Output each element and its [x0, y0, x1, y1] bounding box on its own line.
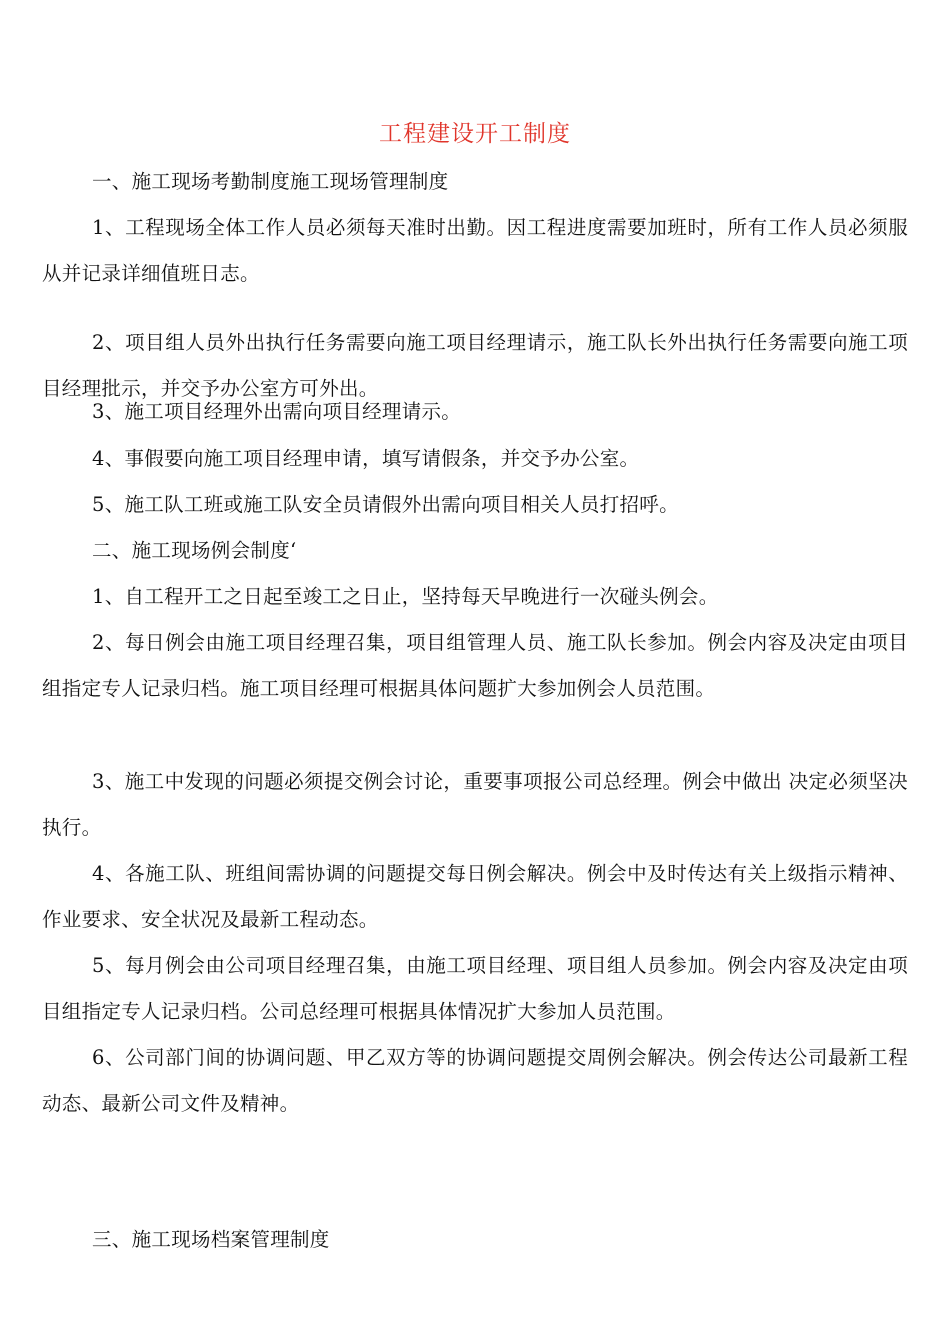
paragraph-attendance-1: 1、工程现场全体工作人员必须每天准时出勤。因工程进度需要加班时，所有工作人员必须服从并记录详细值班日志。 — [42, 216, 908, 285]
section-heading-meetings: 二、施工现场例会制度‘ — [92, 539, 297, 562]
paragraph-attendance-3: 3、施工项目经理外出需向项目经理请示。 — [92, 400, 462, 423]
document-title: 工程建设开工制度 — [379, 121, 571, 147]
paragraph-meetings-1: 1、自工程开工之日起至竣工之日止，坚持每天早晚进行一次碰头例会。 — [92, 585, 719, 608]
section-heading-attendance: 一、施工现场考勤制度施工现场管理制度 — [92, 170, 449, 193]
paragraph-attendance-4: 4、事假要向施工项目经理申请，填写请假条，并交予办公室。 — [92, 447, 640, 470]
paragraph-attendance-2: 2、项目组人员外出执行任务需要向施工项目经理请示，施工队长外出执行任务需要向施工项目经理批示，并交予办公室方可外出。 — [42, 331, 908, 400]
paragraph-meetings-6: 6、公司部门间的协调问题、甲乙双方等的协调问题提交周例会解决。例会传达公司最新工程动态、最新公司文件及精神。 — [42, 1046, 908, 1115]
section-heading-archives: 三、施工现场档案管理制度 — [92, 1228, 330, 1251]
paragraph-meetings-5: 5、每月例会由公司项目经理召集，由施工项目经理、项目组人员参加。例会内容及决定由项目组指定专人记录归档。公司总经理可根据具体情况扩大参加人员范围。 — [42, 954, 908, 1023]
paragraph-attendance-5: 5、施工队工班或施工队安全员请假外出需向项目相关人员打招呼。 — [92, 493, 679, 516]
paragraph-meetings-3: 3、施工中发现的问题必须提交例会讨论，重要事项报公司总经理。例会中做出 决定必须坚决执行。 — [42, 770, 908, 839]
paragraph-meetings-4: 4、各施工队、班组间需协调的问题提交每日例会解决。例会中及时传达有关上级指示精神、作业要求、安全状况及最新工程动态。 — [42, 862, 908, 931]
paragraph-meetings-2: 2、每日例会由施工项目经理召集，项目组管理人员、施工队长参加。例会内容及决定由项目组指定专人记录归档。施工项目经理可根据具体问题扩大参加例会人员范围。 — [42, 631, 908, 700]
